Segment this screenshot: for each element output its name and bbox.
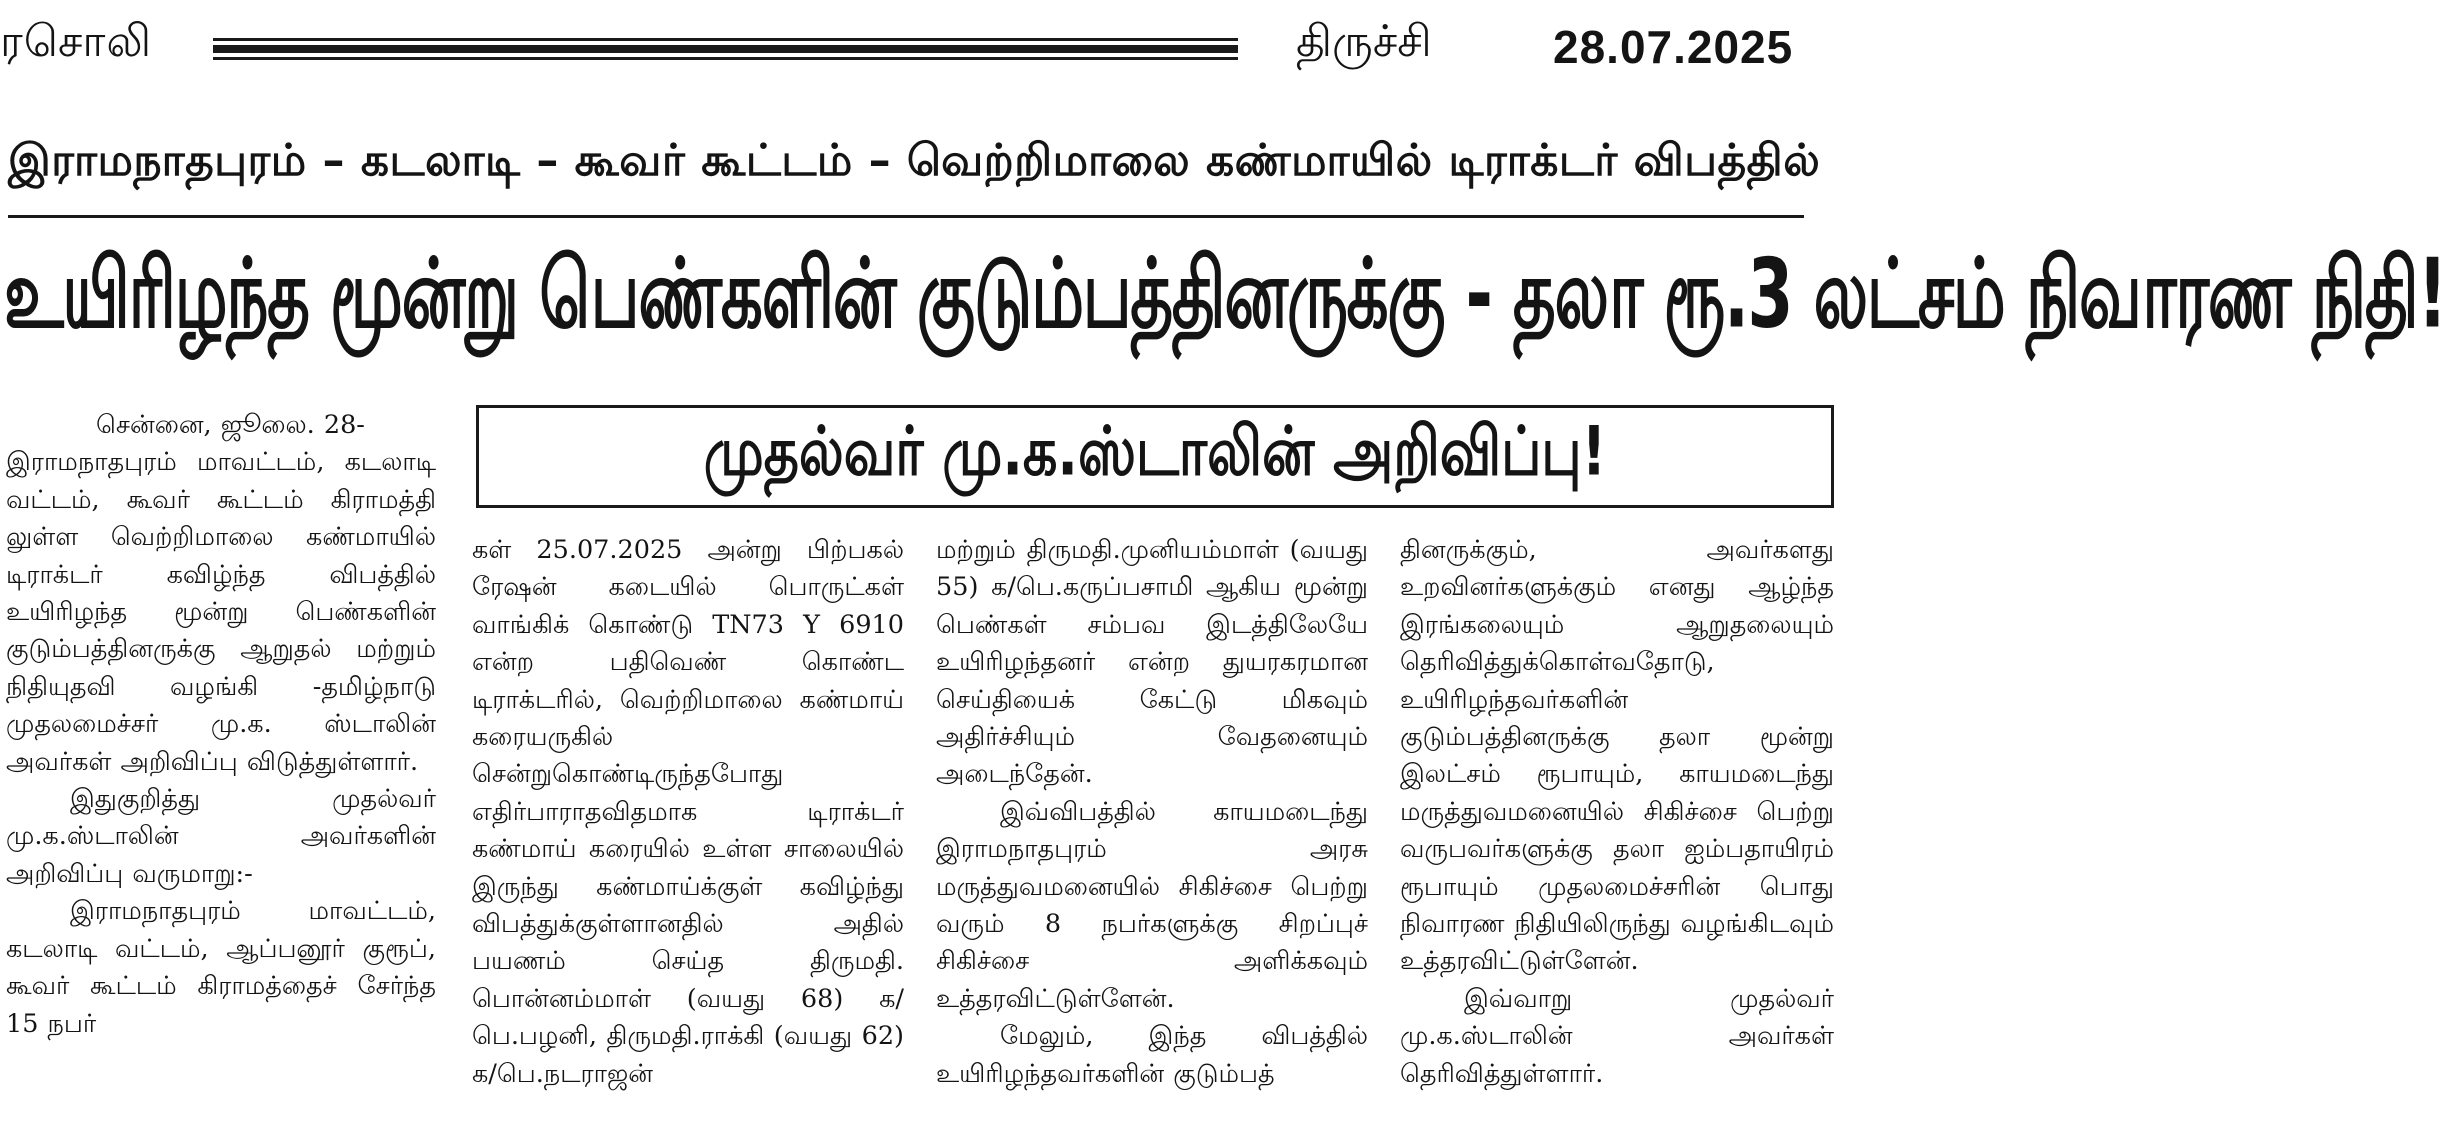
- paragraph: இவ்விபத்தில் காயமடைந்து இராமநாதபுரம் அரசு மருத்துவமனையில் சிகிச்சை பெற்று வரும் 8 நபர்களுக்கு சிறப்புச் சிகிச்சை அளிக்கவும் உத்தரவிட்டுள்ளேன்.: [936, 796, 1368, 1014]
- newspaper-name: ரசொலி: [0, 16, 153, 67]
- subheadline-box: [476, 405, 1834, 508]
- subheadline: முதல்வர் மு.க.ஸ்டாலின் அறிவிப்பு!: [703, 412, 1607, 491]
- edition-date: 28.07.2025: [1553, 21, 1794, 73]
- masthead: [0, 0, 1842, 84]
- masthead-rule: [213, 38, 1238, 60]
- paragraph: இராமநாதபுரம் மாவட்டம், கடலாடி வட்டம், ஆப்பனூர் குரூப், கூவர் கூட்டம் கிராமத்தைச் சேர்ந்த 15 நபர்: [6, 896, 436, 1039]
- paragraph: கள் 25.07.2025 அன்று பிற்பகல் ரேஷன் கடையில் பொருட்கள் வாங்கிக் கொண்டு TN73 Y 6910 என்ற பதிவெண் கொண்ட டிராக்டரில், வெற்றிமாலை கண்மாய் கரையருகில் சென்றுகொண்டிருந்தபோது எதிர்பாராதவிதமாக டிராக்டர் கண்மாய் கரையில் உள்ள சாலையில் இருந்து கண்மாய்க்குள் கவிழ்ந்து விபத்துக்குள்ளானதில் அதில் பயணம் செய்த திருமதி. பொன்னம்மாள் (வயது 68) க/பெ.பழனி, திருமதி.ராக்கி (வயது 62) க/பெ.நடராஜன்: [472, 535, 904, 1089]
- article-column-4: [1400, 532, 1834, 1093]
- article-column-1: [6, 407, 436, 1043]
- kicker-headline: இராமநாதபுரம் – கடலாடி – கூவர் கூட்டம் – வெற்றிமாலை கண்மாயில் டிராக்டர் விபத்தில்: [8, 135, 1821, 186]
- edition-city: திருச்சி: [1296, 16, 1432, 67]
- paragraph: இராமநாதபுரம் மாவட்டம், கடலாடி வட்டம், கூவர் கூட்டம் கிராமத்தி லுள்ள வெற்றிமாலை கண்மாயில் டிராக்டர் கவிழ்ந்த விபத்தில் உயிரிழந்த மூன்று பெண்களின் குடும்பத்தினருக்கு ஆறுதல் மற்றும் நிதியுதவி வழங்கி -தமிழ்நாடு முதலமைச்சர் மு.க. ஸ்டாலின் அவர்கள் அறிவிப்பு விடுத்துள்ளார்.: [6, 447, 436, 777]
- kicker-underline: [8, 215, 1804, 218]
- article-column-3: [936, 532, 1368, 1093]
- paragraph: மேலும், இந்த விபத்தில் உயிரிழந்தவர்களின் குடும்பத்: [936, 1021, 1368, 1089]
- paragraph: தினருக்கும், அவர்களது உறவினர்களுக்கும் எனது ஆழ்ந்த இரங்கலையும் ஆறுதலையும் தெரிவித்துக்கொள்வதோடு, உயிரிழந்தவர்களின் குடும்பத்தினருக்கு தலா மூன்று இலட்சம் ரூபாயும், காயமடைந்து மருத்துவமனையில் சிகிச்சை பெற்று வருபவர்களுக்கு தலா ஐம்பதாயிரம் ரூபாயும் முதலமைச்சரின் பொது நிவாரண நிதியிலிருந்து வழங்கிடவும் உத்தரவிட்டுள்ளேன்.: [1400, 535, 1834, 977]
- paragraph: இதுகுறித்து முதல்வர் மு.க.ஸ்டாலின் அவர்களின் அறிவிப்பு வருமாறு:-: [6, 784, 436, 889]
- dateline: சென்னை, ஜூலை. 28-: [96, 410, 365, 440]
- paragraph: இவ்வாறு முதல்வர் மு.க.ஸ்டாலின் அவர்கள் தெரிவித்துள்ளார்.: [1400, 983, 1834, 1089]
- main-headline: உயிரிழந்த மூன்று பெண்களின் குடும்பத்தினருக்கு - தலா ரூ.3 லட்சம் நிவாரண நிதி!: [4, 238, 2446, 350]
- paragraph: மற்றும் திருமதி.முனியம்மாள் (வயது 55) க/பெ.கருப்பசாமி ஆகிய மூன்று பெண்கள் சம்பவ இடத்திலேயே உயிரிழந்தனர் என்ற துயரகரமான செய்தியைக் கேட்டு மிகவும் அதிர்ச்சியும் வேதனையும் அடைந்தேன்.: [936, 535, 1368, 790]
- article-column-2: [472, 532, 904, 1093]
